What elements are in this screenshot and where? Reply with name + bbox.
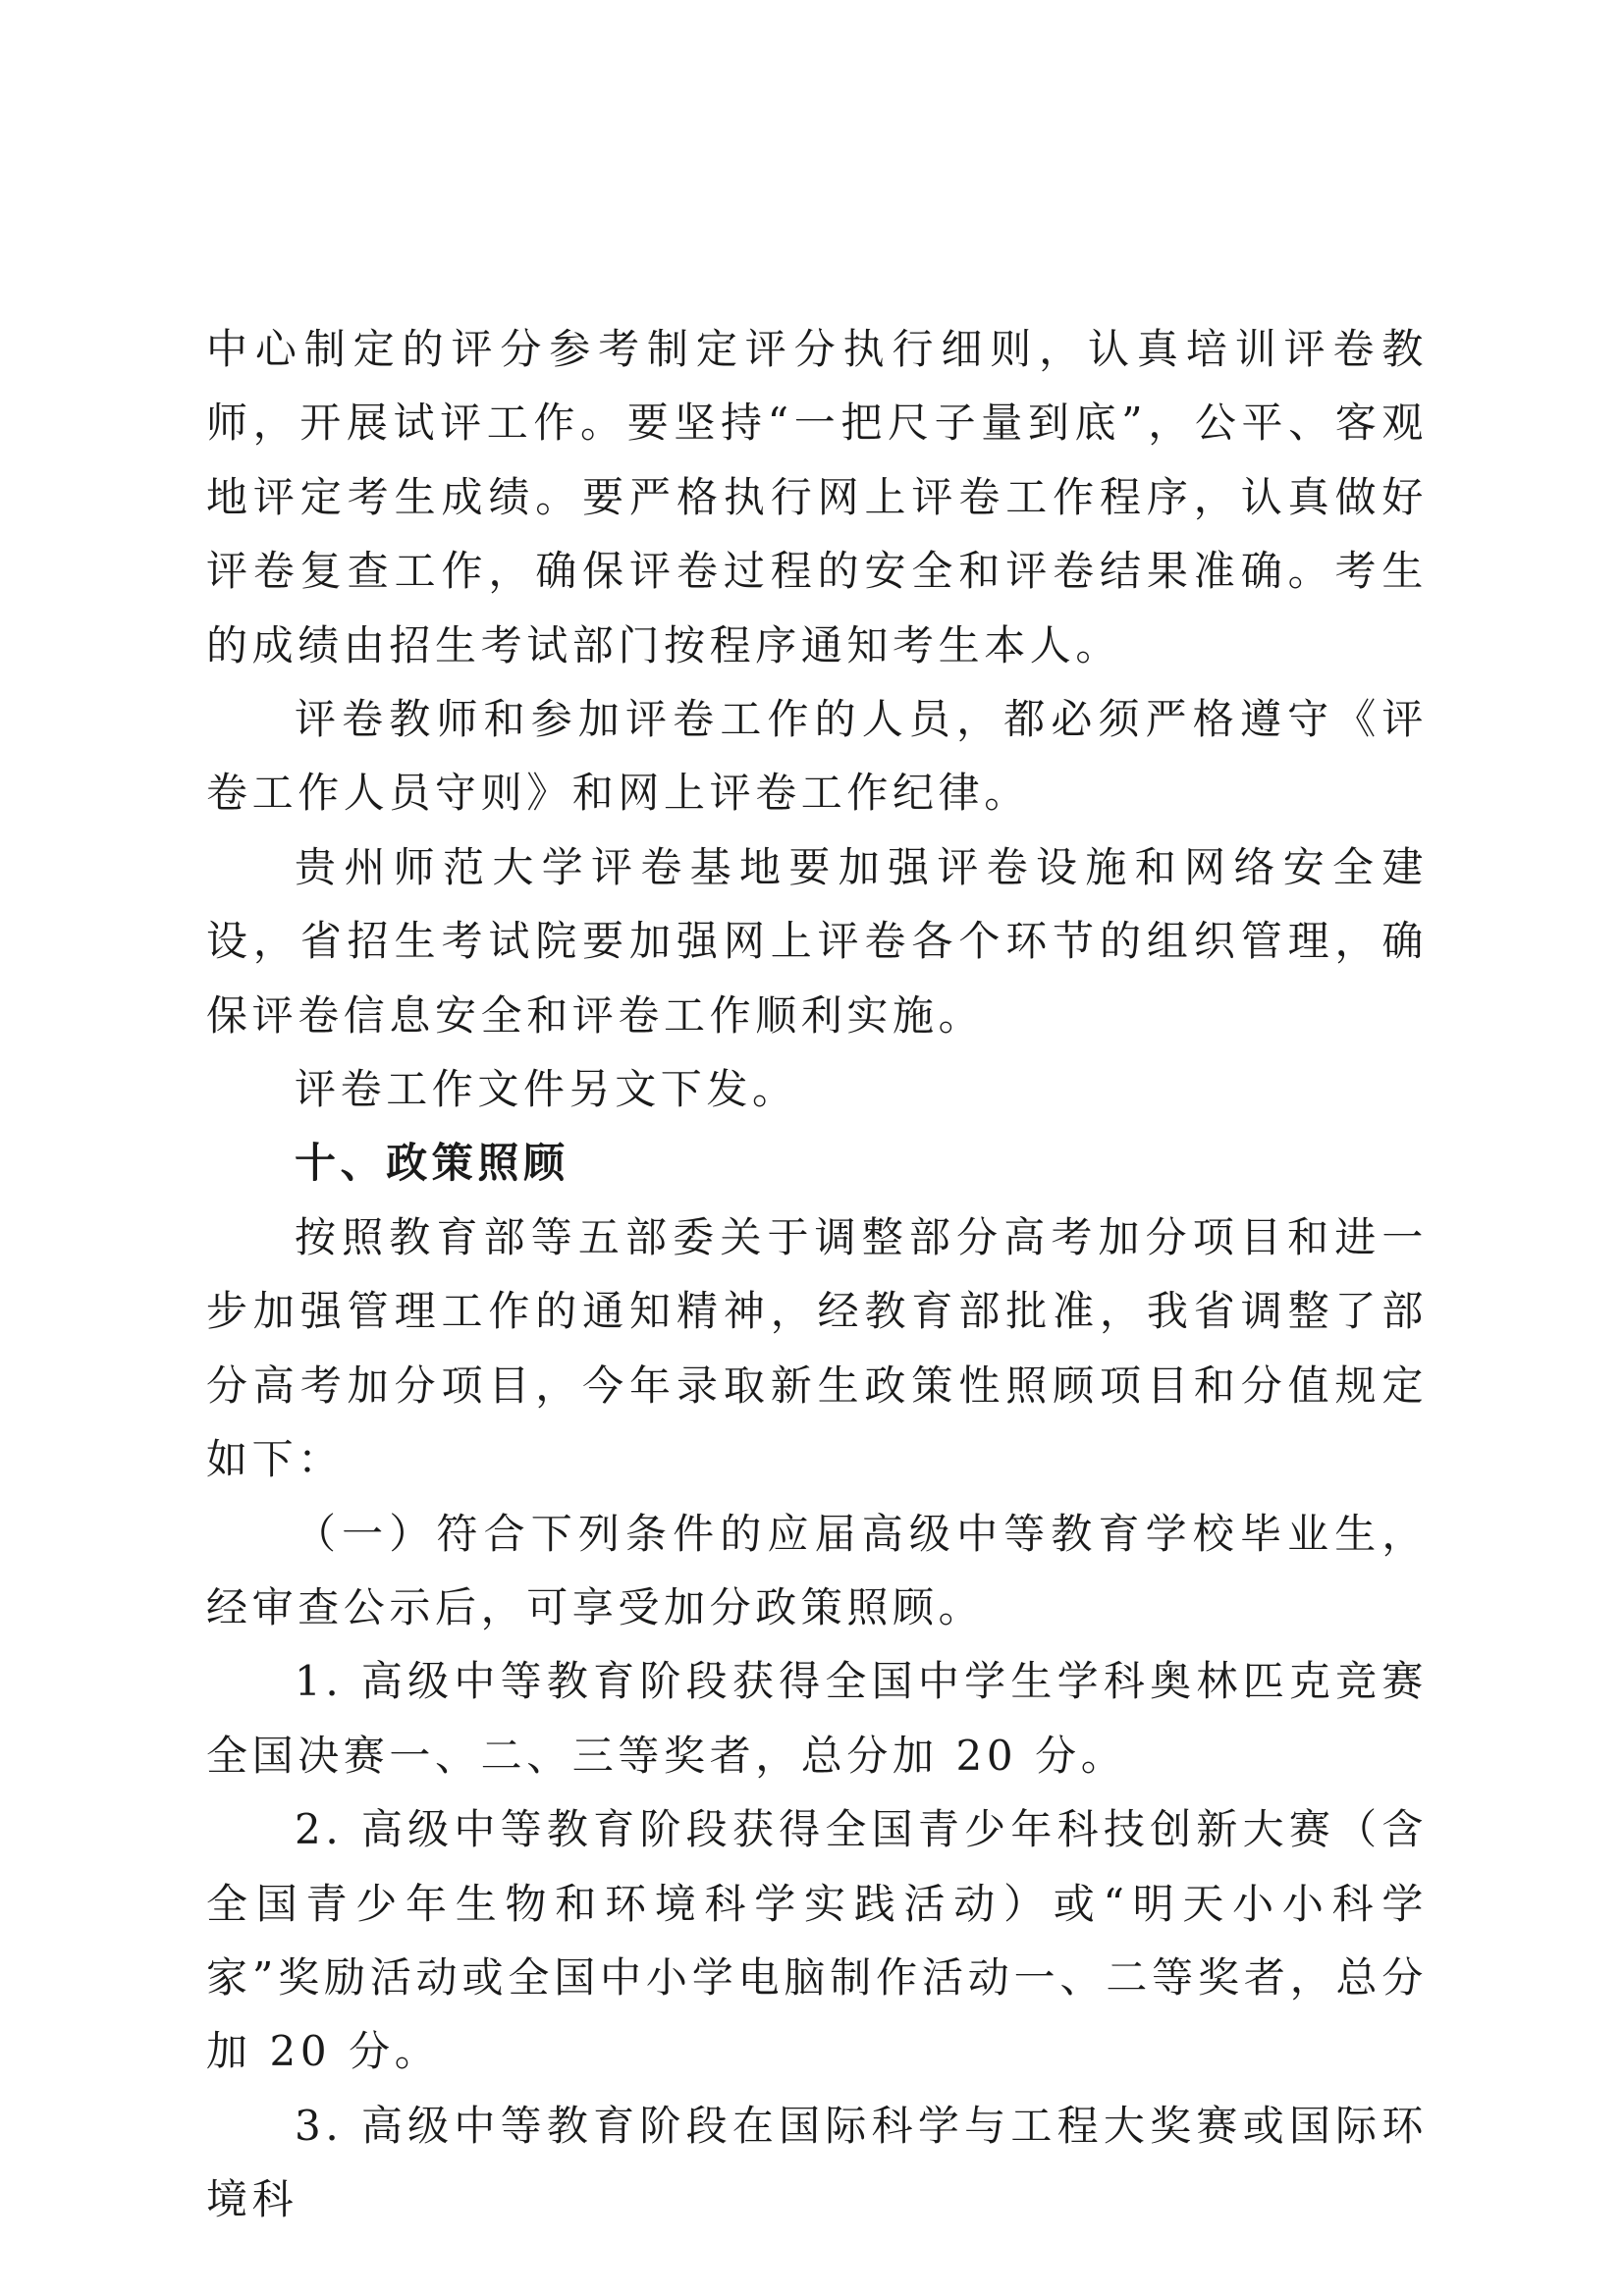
paragraph-grader-discipline: 评卷教师和参加评卷工作的人员，都必须严格遵守《评卷工作人员守则》和网上评卷工作纪律。 xyxy=(206,695,1428,818)
list-item-innovation: 2. 高级中等教育阶段获得全国青少年科技创新大赛（含全国青少年生物和环境科学实践活动）或“明天小小科学家”奖励活动或全国中小学电脑制作活动一、二等奖者，总分加 20 分。 xyxy=(206,1805,1428,2076)
document-body xyxy=(206,312,1428,2237)
section-heading-policy: 十、政策照顾 xyxy=(295,1139,569,1188)
list-item-olympiad: 1. 高级中等教育阶段获得全国中学生学科奥林匹克竞赛全国决赛一、二、三等奖者，总分加 20 分。 xyxy=(206,1657,1428,1780)
paragraph-scoring-rules: 中心制定的评分参考制定评分执行细则，认真培训评卷教师，开展试评工作。要坚持“一把尺子量到底”，公平、客观地评定考生成绩。要严格执行网上评卷工作程序，认真做好评卷复查工作，确保评卷过程的安全和评卷结果准确。考生的成绩由招生考试部门按程序通知考生本人。 xyxy=(206,325,1428,669)
list-item-international: 3. 高级中等教育阶段在国际科学与工程大奖赛或国际环境科 xyxy=(206,2101,1428,2224)
paragraph-policy-item-1: （一）符合下列条件的应届高级中等教育学校毕业生，经审查公示后，可享受加分政策照顾。 xyxy=(206,1509,1428,1631)
paragraph-grading-documents: 评卷工作文件另文下发。 xyxy=(295,1065,798,1114)
paragraph-grading-base: 贵州师范大学评卷基地要加强评卷设施和网络安全建设，省招生考试院要加强网上评卷各个环节的组织管理，确保评卷信息安全和评卷工作顺利实施。 xyxy=(206,842,1428,1040)
paragraph-policy-intro: 按照教育部等五部委关于调整部分高考加分项目和进一步加强管理工作的通知精神，经教育部批准，我省调整了部分高考加分项目，今年录取新生政策性照顾项目和分值规定如下： xyxy=(206,1212,1428,1484)
